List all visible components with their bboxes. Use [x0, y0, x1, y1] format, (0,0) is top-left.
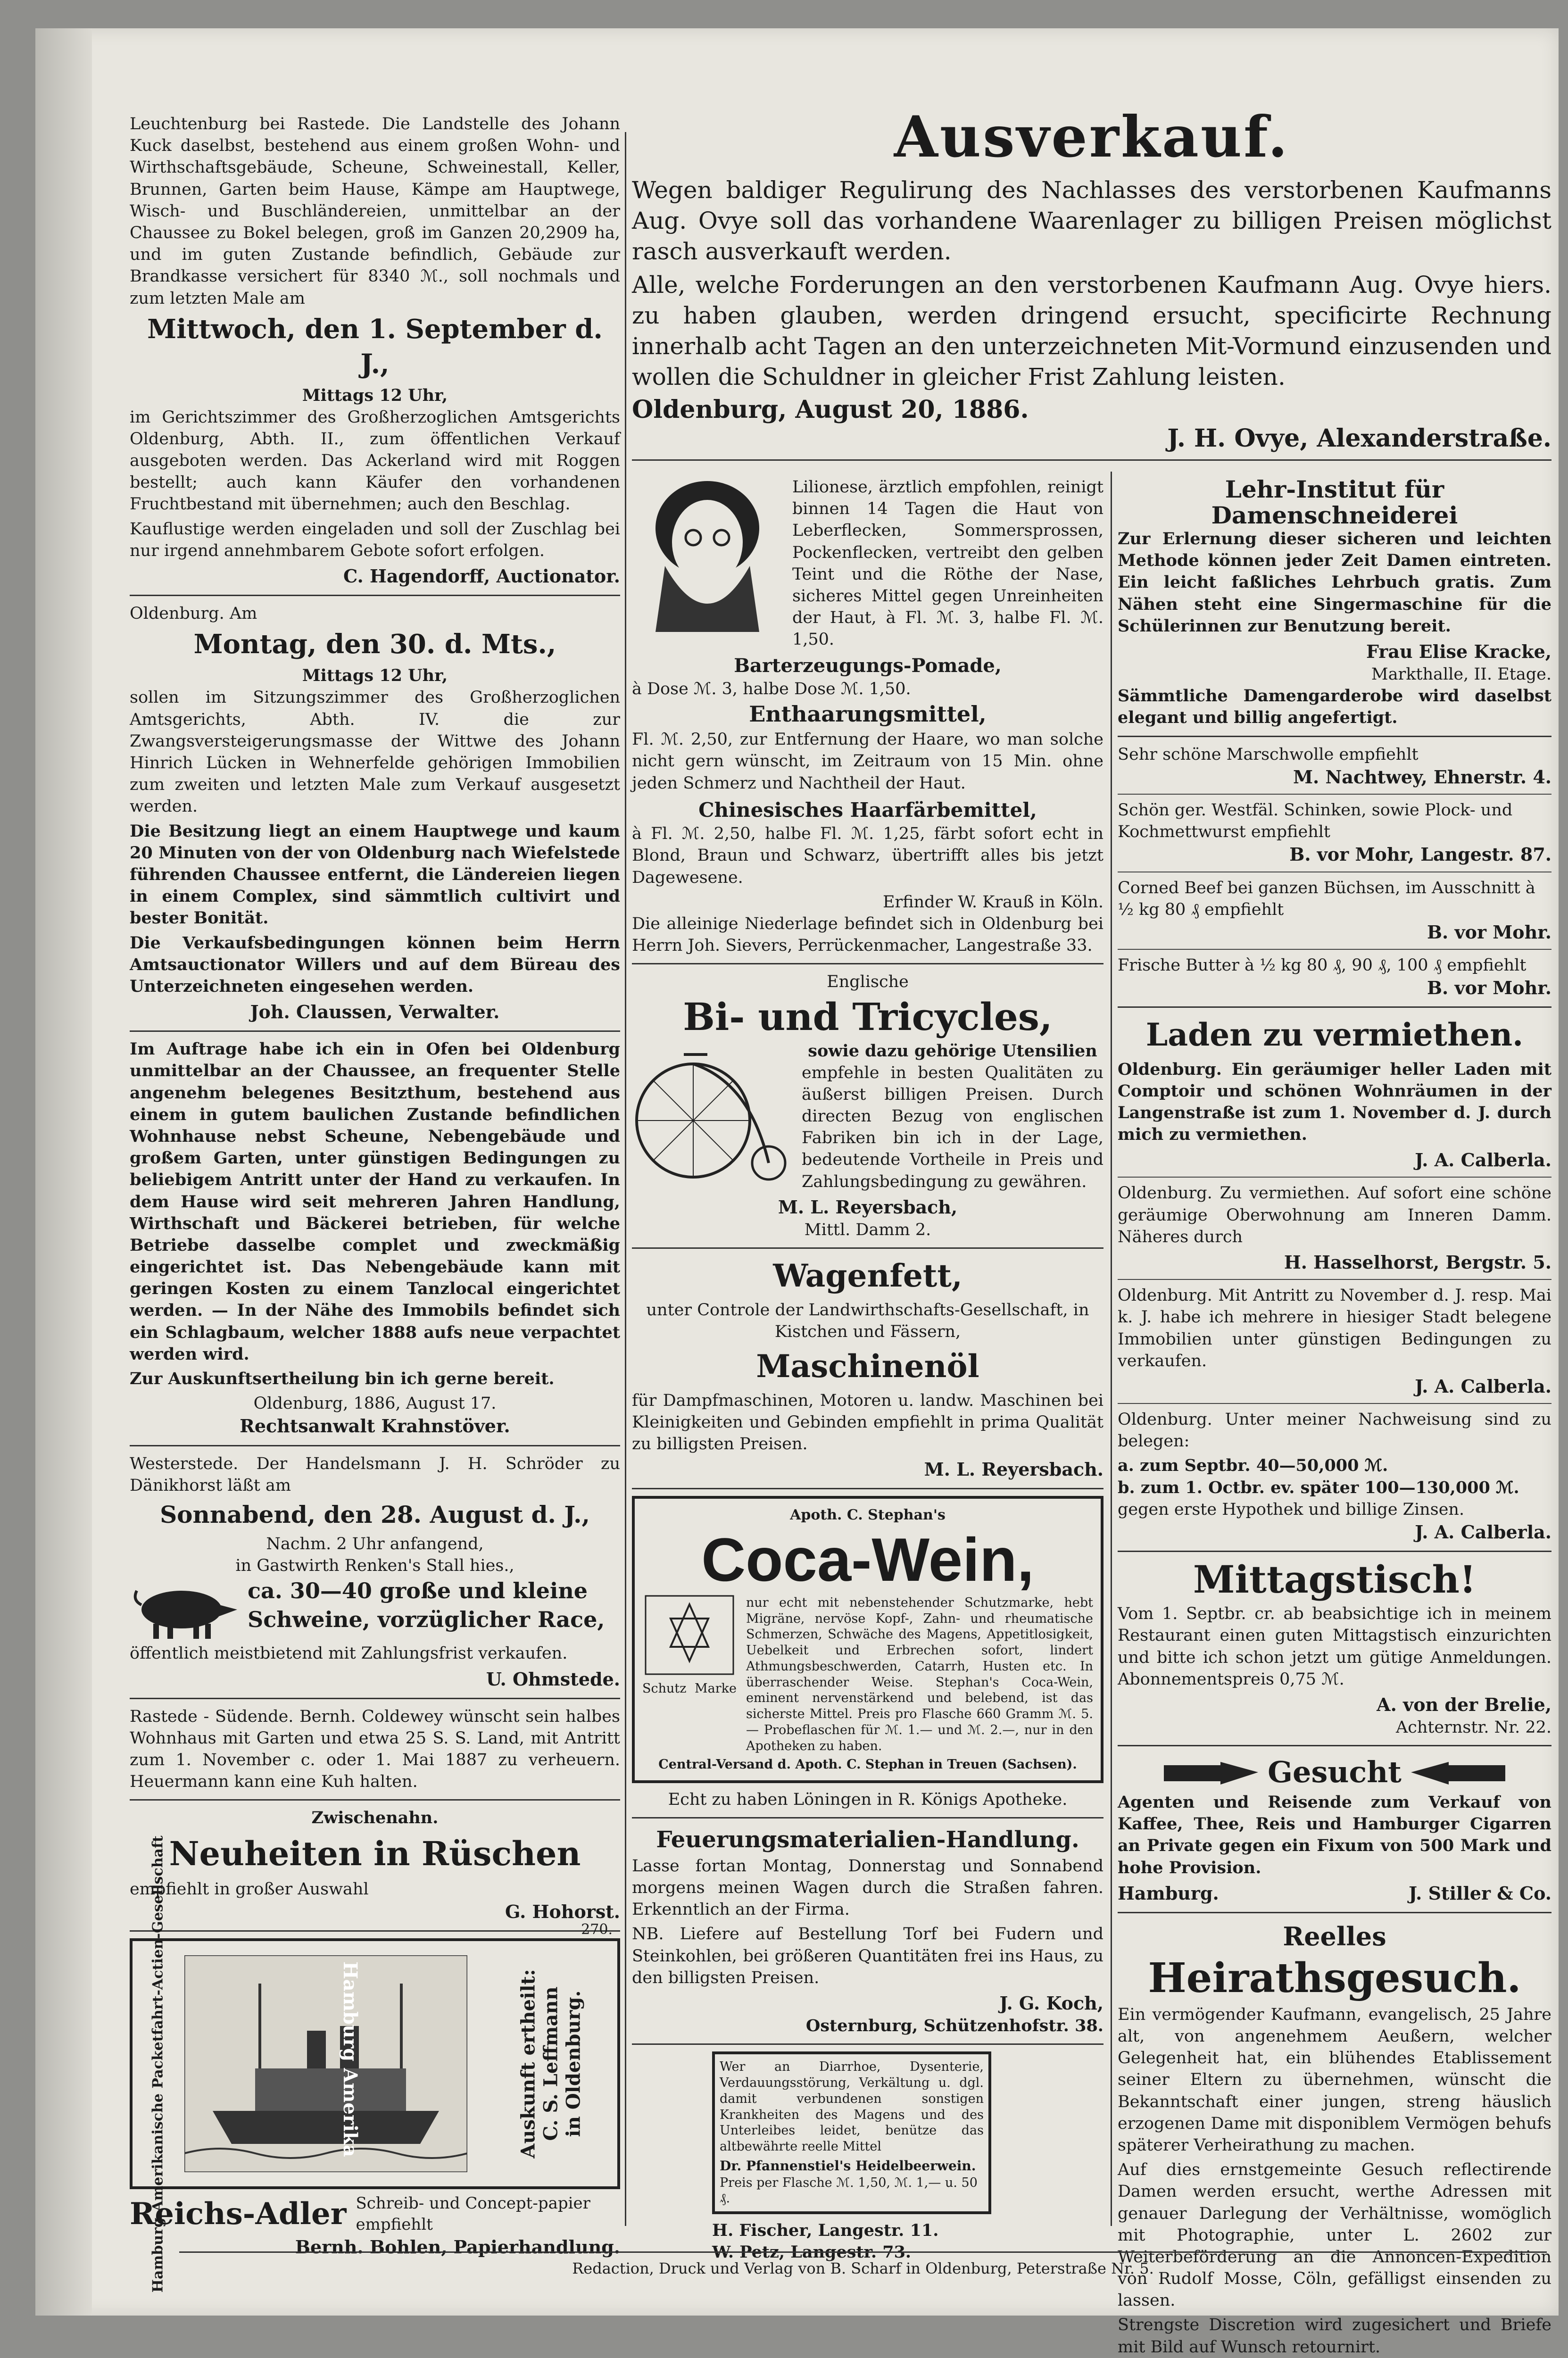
pointing-hand-right-icon — [1164, 1753, 1258, 1791]
column-left — [130, 113, 620, 2292]
feuerung-title: Feuerungsmaterialien-Handlung. — [656, 1827, 1079, 1853]
maschinenoel-title: Maschinenöl — [756, 1347, 979, 1385]
maschinenoel-text: für Dampfmaschinen, Motoren u. landw. Maschinen bei Kleinigkeiten und Gebinden empfiehlt in prima Qualität zu billigsten Preisen. — [632, 1391, 1103, 1454]
ship-icon — [184, 1955, 467, 2172]
divider — [1118, 1006, 1551, 1008]
feuerung-text: Lasse fortan Montag, Donnerstag und Sonnabend morgens meinen Wagen durch die Straßen fahren. Erkenntlich an der Firma. — [632, 1856, 1103, 1919]
westerstede-text-2: öffentlich meistbietend mit Zahlungsfrist verkaufen. — [130, 1644, 568, 1663]
lehrinstitut-address: Markthalle, II. Etage. — [1371, 665, 1551, 684]
oldenburg-text: sollen im Sitzungszimmer des Großherzoglichen Amtsgerichts, Abth. IV. die zur Zwangsversteigerungsmasse der Wittwe des Johann Hinrich Lücken in Wehnerfelde gehörigen Immobilien zum zweiten und letzten Male zum Verkauf ausgesetzt werden. — [130, 688, 620, 816]
heirath-text-3: Strengste Discretion wird zugesichert und Briefe mit Bild auf Wunsch retournirt. — [1118, 2316, 1551, 2357]
divider — [632, 1817, 1103, 1818]
mittagstisch-address: Achternstr. Nr. 22. — [1395, 1718, 1551, 1737]
divider — [632, 459, 1551, 461]
schinken-text: Schön ger. Westfäl. Schinken, sowie Plock- und Kochmettwurst empfiehlt — [1118, 801, 1513, 842]
immobilien-text: Oldenburg. Mit Antritt zu November d. J. resp. Mai k. J. habe ich mehrere in hiesiger Stadt belegene Immobilien unter günstigen Bedingungen zu verkaufen. — [1118, 1286, 1551, 1370]
oldenburg-text-2: Die Besitzung liegt an einem Hauptwege und kaum 20 Minuten von der von Oldenburg nach Wiefelstede führenden Chaussee entfernt, die Ländereien liegen in einem Complex, sind sämmtlich cultivirt und bester Bonität. — [130, 821, 620, 928]
ausverkauf-text-1: Wegen baldiger Regulirung des Nachlasses des verstorbenen Kaufmanns Aug. Ovye soll das vorhandene Waarenlager zu billigen Preisen möglichst rasch ausverkauft werden. — [632, 176, 1551, 265]
hypothek-b: b. zum 1. Octbr. ev. später 100—130,000 ℳ. — [1118, 1478, 1519, 1497]
westerstede-place: in Gastwirth Renken's Stall hies., — [235, 1556, 514, 1576]
tricycles-address: Mittl. Damm 2. — [804, 1220, 931, 1239]
immobilien-signature: J. A. Calberla. — [1415, 1375, 1551, 1397]
heirath-pre: Reelles — [1283, 1921, 1386, 1951]
divider — [130, 1445, 620, 1446]
hapag-company: Hamburg-Amerikanische Packetfahrt-Actien-Gesellschaft — [150, 1835, 167, 2292]
hypothek-signature: J. A. Calberla. — [1415, 1521, 1551, 1543]
column-right — [1118, 476, 1551, 2358]
mittagstisch-text: Vom 1. Septbr. cr. ab beabsichtige ich in meinem Restaurant einen guten Mittagstisch einzurichten und bitte ich schon jetzt um gütige Anmeldungen. Abonnementspreis 0,75 ℳ. — [1118, 1604, 1551, 1689]
tricycles-signature: M. L. Reyersbach, — [778, 1196, 958, 1218]
oberwohnung-signature: H. Hasselhorst, Bergstr. 5. — [1284, 1251, 1551, 1273]
column-divider-1 — [625, 132, 626, 2226]
ausverkauf-text-2: Alle, welche Forderungen an den verstorbenen Kaufmann Aug. Ovye hiers. zu haben glauben, werden dringend ersucht, specificirte Rechnung innerhalb acht Tagen an den unterzeichneten Mit-Vormund einzusenden und wollen die Schuldner in gleicher Frist Zahlung leisten. — [632, 271, 1551, 390]
oldenburg-signature: Joh. Claussen, Verwalter. — [250, 1001, 500, 1023]
divider — [632, 1247, 1103, 1249]
divider — [1118, 949, 1551, 950]
oldenburg-head: Oldenburg. Am — [130, 604, 257, 623]
westerstede-offer: ca. 30—40 große und kleine Schweine, vorzüglicher Race, — [248, 1578, 605, 1633]
zwischenahn-signature: G. Hohorst. — [505, 1901, 620, 1923]
zwischenahn-title: Neuheiten in Rüschen — [169, 1834, 581, 1873]
divider — [130, 1030, 620, 1032]
cornedbeef-signature: B. vor Mohr. — [1427, 921, 1551, 943]
depot-text: Die alleinige Niederlage befindet sich in Oldenburg bei Herrn Joh. Sievers, Perrückenmacher, Langestraße 33. — [632, 914, 1103, 955]
ofen-text: Im Auftrage habe ich ein in Ofen bei Oldenburg unmittelbar an der Chaussee, an frequenter Stelle angenehm belegenes Besitzthum, bestehend aus einem in gutem baulichen Zustande befindlichen Wohnhause nebst Scheune, Nebengebäude und großem Garten, unter günstigen Bedingungen zu beliebigem Antritt unter der Hand zu verkaufen. In dem Hause wird seit mehreren Jahren Handlung, Wirthschaft und Bäckerei betrieben, für welche Betriebe dasselbe complet und zweckmäßig eingerichtet ist. Das Nebengebäude kann mit geringen Kosten zu einem Tanzlocal eingerichtet werden. — In der Nähe des Immobils befindet sich ein Schlagbaum, welcher 1888 aufs neue verpachtet werden wird. — [130, 1039, 620, 1364]
imprint-footer — [179, 2245, 1547, 2277]
divider — [632, 963, 1103, 964]
westerstede-time: Nachm. 2 Uhr anfangend, — [266, 1534, 484, 1553]
oldenburg-text-3: Die Verkaufsbedingungen können beim Herrn Amtsauctionator Willers und auf dem Büreau des Unterzeichneten eingesehen werden. — [130, 933, 620, 996]
lehrinstitut-text: Zur Erlernung dieser sicheren und leichten Methode können jeder Zeit Damen eintreten. Ein leicht faßliches Lehrbuch gratis. Zum Nähen steht eine Singermaschine für die Schülerinnen zur Benutzung bereit. — [1118, 529, 1551, 636]
coca-wein-title: Coca-Wein, — [701, 1525, 1034, 1594]
page-gutter — [35, 28, 92, 2316]
laden-signature: J. A. Calberla. — [1415, 1149, 1551, 1171]
pointing-hand-left-icon — [1411, 1753, 1505, 1791]
enthaarung-text: Fl. ℳ. 2,50, zur Entfernung der Haare, wo man solche nicht gern wünscht, im Zeitraum von 15 Min. ohne jeden Schmerz und Nachtheil der Haut. — [632, 730, 1103, 793]
cornedbeef-text: Corned Beef bei ganzen Büchsen, im Ausschnitt à ½ kg 80 ₰ empfiehlt — [1118, 878, 1535, 919]
maschinenoel-signature: M. L. Reyersbach. — [924, 1459, 1103, 1480]
bearded-man-portrait — [632, 476, 783, 632]
heirath-text: Ein vermögender Kaufmann, evangelisch, 25 Jahre alt, von angenehmem Aeußern, welcher Gelegenheit hat, ein blühendes Etablissement seiner Eltern zu übernehmen, wünscht die Bekanntschaft einer jungen, streng häuslich erzogenen Dame mit disponiblem Vermögen behufs späterer Verheirathung zu machen. — [1118, 2005, 1551, 2155]
lehrinstitut-text-2: Sämmtliche Damengarderobe wird daselbst elegant und billig angefertigt. — [1118, 686, 1551, 728]
divider — [1118, 1177, 1551, 1178]
divider — [1118, 794, 1551, 795]
hapag-ship-name: Hamburg Amerika — [339, 1961, 361, 2157]
leuchtenburg-text-2: im Gerichtszimmer des Großherzoglichen Amtsgerichts Oldenburg, Abth. II., zum öffentlichen Verkauf ausgeboten werden. Das Ackerland wird mit Roggen bestellt; auch kann Käufer den vorhandenen Fruchtbestand mit übernehmen; auch den Beschlag. — [130, 407, 620, 514]
lilionese-text: Lilionese, ärztlich empfohlen, reinigt binnen 14 Tagen die Haut von Leberflecken, Sommersprossen, Pockenflecken, vertreibt den gelben Teint und die Röthe der Nase, sicheres Mittel gegen Unreinheiten der Haut, à Fl. ℳ. 3, halbe Fl. ℳ. 1,50. — [792, 478, 1103, 649]
coca-wein-advert — [632, 1496, 1103, 1783]
westerstede-signature: U. Ohmstede. — [486, 1668, 620, 1690]
wagenfett-text: unter Controle der Landwirthschafts-Gesellschaft, in Kistchen und Fässern, — [646, 1301, 1089, 1342]
hypothek-a: a. zum Septbr. 40—50,000 ℳ. — [1118, 1456, 1388, 1476]
divider — [130, 1799, 620, 1801]
zwischenahn-text: empfiehlt in großer Auswahl — [130, 1879, 369, 1899]
gesucht-title: Gesucht — [1268, 1755, 1402, 1790]
ofen-signature: Rechtsanwalt Krahnstöver. — [240, 1415, 510, 1437]
feuerung-address: Osternburg, Schützenhofstr. 38. — [805, 2016, 1103, 2036]
marschwolle-text: Sehr schöne Marschwolle empfiehlt — [1118, 745, 1419, 764]
feuerung-signature: J. G. Koch, — [999, 1992, 1103, 2014]
lehrinstitut-signature: Frau Elise Kracke, — [1366, 640, 1551, 662]
hapag-agent: C. S. Leffmann — [540, 1986, 563, 2141]
laden-title: Laden zu vermiethen. — [1145, 1016, 1524, 1054]
ausverkauf-advert — [632, 104, 1551, 467]
heidelbeerwein-text: Wer an Diarrhoe, Dysenterie, Verdauungsstörung, Verkältung u. dgl. damit verbundenen sonstigen Krankheiten des Magens und des Unterleibes leidet, benütze das altbewährte reelle Mittel — [720, 2059, 984, 2154]
heidelbeerwein-seller-1: H. Fischer, Langestr. 11. — [712, 2221, 939, 2241]
divider — [1118, 736, 1551, 737]
mittagstisch-signature: A. von der Brelie, — [1377, 1694, 1551, 1715]
imprint-text: Redaction, Druck und Verlag von B. Scharf in Oldenburg, Peterstraße Nr. 5. — [572, 2259, 1154, 2277]
tricycles-subtitle: sowie dazu gehörige Utensilien — [808, 1041, 1097, 1061]
hypothek-text-2: gegen erste Hypothek und billige Zinsen. — [1118, 1500, 1465, 1519]
divider — [632, 1488, 1103, 1489]
oberwohnung-text: Oldenburg. Zu vermiethen. Auf sofort eine schöne geräumige Oberwohnung am Inneren Damm. Näheres durch — [1118, 1184, 1551, 1246]
ofen-date: Oldenburg, 1886, August 17. — [253, 1394, 497, 1413]
divider — [179, 2251, 1547, 2253]
feuerung-text-2: NB. Liefere auf Bestellung Torf bei Fudern und Steinkohlen, bei größeren Quantitäten frei ins Haus, zu den billigsten Preisen. — [632, 1925, 1103, 1987]
coca-wein-location: Echt zu haben Löningen in R. Königs Apotheke. — [668, 1790, 1068, 1810]
divider — [130, 595, 620, 596]
coca-wein-pre: Apoth. C. Stephan's — [790, 1507, 946, 1524]
leuchtenburg-text-3: Kauflustige werden eingeladen und soll der Zuschlag bei nur irgend annehmbarem Gebote sofort erfolgen. — [130, 519, 620, 560]
westerstede-text: Westerstede. Der Handelsmann J. H. Schröder zu Dänikhorst läßt am — [130, 1454, 620, 1495]
zwischenahn-head: Zwischenahn. — [311, 1808, 439, 1828]
heidelbeerwein-seller-2: W. Petz, Langestr. 73. — [712, 2242, 912, 2262]
ofen-text-2: Zur Auskunftsertheilung bin ich gerne bereit. — [130, 1369, 555, 1389]
leuchtenburg-signature: C. Hagendorff, Auctionator. — [343, 565, 620, 587]
heidelbeerwein-price: Preis per Flasche ℳ. 1,50, ℳ. 1,— u. 50 ₰. — [720, 2175, 978, 2206]
coca-wein-text: nur echt mit nebenstehender Schutzmarke, hebt Migräne, nervöse Kopf-, Zahn- und rheumatische Schmerzen, Schwäche des Magens, Appetitlosigkeit, Uebelkeit und Erbrechen sofort, lindert Athmungsbeschwerden, Catarrh, Husten etc. In überraschender Weise. Stephan's Coca-Wein, eminent nervenstärkend und belebend, ist das sicherste Mittel. Preis pro Flasche 660 Gramm ℳ. 5.— Probeflaschen für ℳ. 1.— und ℳ. 2.—, nur in den Apotheken zu haben. — [746, 1595, 1093, 1753]
wagenfett-title: Wagenfett, — [773, 1257, 962, 1295]
divider — [1118, 1912, 1551, 1913]
rastede-text: Rastede - Südende. Bernh. Coldewey wünscht sein halbes Wohnhaus mit Garten und etwa 25 S. S. Land, mit Antritt zum 1. November c. oder 1. Mai 1887 zu verheuern. Heuermann kann eine Kuh halten. — [130, 1707, 620, 1792]
ausverkauf-signature: J. H. Ovye, Alexanderstraße. — [1167, 424, 1551, 453]
pomade-title: Barterzeugungs-Pomade, — [734, 654, 1002, 677]
trademark-star-icon — [645, 1595, 734, 1675]
divider — [632, 2043, 1103, 2045]
tricycles-text: empfehle in besten Qualitäten zu äußerst billigen Preisen. Durch directen Bezug von englischen Fabriken bin ich in der Lage, bedeutende Vortheile in Preis und Zahlungsbedingung zu gewähren. — [802, 1063, 1103, 1191]
heirath-text-2: Auf dies ernstgemeinte Gesuch reflectirende Damen werden ersucht, werthe Adressen mit genauer Darlegung der Verhältnisse, womöglich mit Photographie, unter L. 2602 zur Weiterbeförderung an die Annoncen-Expedition von Rudolf Mosse, Cöln, gefälligst einsenden zu lassen. — [1118, 2160, 1551, 2310]
heidelbeerwein-advert — [712, 2051, 991, 2214]
leuchtenburg-time: Mittags 12 Uhr, — [302, 385, 448, 405]
pomade-price: à Dose ℳ. 3, halbe Dose ℳ. 1,50. — [632, 680, 911, 699]
gesucht-text: Agenten und Reisende zum Verkauf von Kaffee, Thee, Reis und Hamburger Cigarren an Private gegen ein Fixum von 500 Mark und hohe Provision. — [1118, 1793, 1551, 1877]
heirath-title: Heirathsgesuch. — [1148, 1954, 1521, 2002]
column-divider-2 — [1111, 472, 1112, 2226]
westerstede-date: Sonnabend, den 28. August d. J., — [160, 1500, 590, 1528]
laden-text: Oldenburg. Ein geräumiger heller Laden mit Comptoir und schönen Wohnräumen in der Langenstraße ist zum 1. November d. J. durch mich zu vermiethen. — [1118, 1059, 1551, 1145]
butter-text: Frische Butter à ½ kg 80 ₰, 90 ₰, 100 ₰ empfiehlt — [1118, 956, 1527, 975]
hapag-agent-place: in Oldenburg. — [563, 1990, 585, 2137]
ausverkauf-date: Oldenburg, August 20, 1886. — [632, 395, 1029, 424]
hypothek-text: Oldenburg. Unter meiner Nachweisung sind zu belegen: — [1118, 1410, 1551, 1451]
schinken-signature: B. vor Mohr, Langestr. 87. — [1289, 844, 1551, 865]
leuchtenburg-date: Mittwoch, den 1. September d. J., — [147, 313, 603, 380]
leuchtenburg-text: Leuchtenburg bei Rastede. Die Landstelle des Johann Kuck daselbst, bestehend aus einem großen Wohn- und Wirthschaftsgebäude, Scheune, Schweinestall, Keller, Brunnen, Garten beim Hause, Kämpe am Hauptwege, Wisch- und Buschländereien, unmittelbar an der Chaussee zu Bokel belegen, groß im Ganzen 20,2909 ha, und im guten Zustande befindlich, Gebäude zur Brandkasse versichert für 8340 ℳ., soll nochmals und zum letzten Male am — [130, 115, 620, 308]
divider — [1118, 1745, 1551, 1746]
lehrinstitut-title: Lehr-Institut für Damenschneiderei — [1211, 475, 1458, 529]
enthaarung-title: Enthaarungsmittel, — [749, 701, 987, 727]
oldenburg-time: Mittags 12 Uhr, — [302, 666, 448, 686]
tricycles-pre: Englische — [827, 972, 909, 992]
hapag-number: 270. — [581, 1921, 613, 1938]
coca-wein-versand: Central-Versand d. Apoth. C. Stephan in Treuen (Sachsen). — [658, 1757, 1077, 1772]
divider — [1118, 1403, 1551, 1404]
penny-farthing-icon — [632, 1040, 792, 1182]
column-middle — [632, 476, 1103, 2264]
marschwolle-signature: M. Nachtwey, Ehnerstr. 4. — [1293, 766, 1551, 788]
divider — [130, 1930, 620, 1932]
pig-icon — [130, 1577, 238, 1643]
divider — [1118, 1279, 1551, 1280]
hapag-info-label: Auskunft ertheilt: — [517, 1969, 540, 2159]
reichsadler-text: Schreib- und Concept-papier empfiehlt — [356, 2194, 590, 2234]
divider — [130, 1698, 620, 1699]
ausverkauf-title: Ausverkauf. — [894, 104, 1290, 170]
mittagstisch-title: Mittagstisch! — [1193, 1557, 1477, 1602]
heidelbeerwein-title: Dr. Pfannenstiel's Heidelbeerwein. — [720, 2158, 976, 2174]
inventor-line: Erfinder W. Krauß in Köln. — [882, 892, 1103, 912]
divider — [1118, 1551, 1551, 1552]
trademark-label-left: Schutz — [642, 1681, 687, 1696]
reichsadler-title: Reichs-Adler — [130, 2196, 347, 2232]
reichsadler-signature: Bernh. Bohlen, Papierhandlung. — [295, 2236, 620, 2258]
trademark-label-right: Marke — [695, 1681, 737, 1696]
butter-signature: B. vor Mohr. — [1427, 977, 1551, 999]
gesucht-signature: J. Stiller & Co. — [1409, 1882, 1551, 1904]
haarfaerbe-text: à Fl. ℳ. 2,50, halbe Fl. ℳ. 1,25, färbt sofort echt in Blond, Braun und Schwarz, übertrifft alles bis jetzt Dagewesene. — [632, 824, 1103, 887]
tricycles-title: Bi- und Tricycles, — [683, 994, 1053, 1039]
gesucht-place: Hamburg. — [1118, 1882, 1219, 1904]
haarfaerbe-title: Chinesisches Haarfärbemittel, — [698, 798, 1037, 822]
oldenburg-date: Montag, den 30. d. Mts., — [193, 629, 556, 660]
